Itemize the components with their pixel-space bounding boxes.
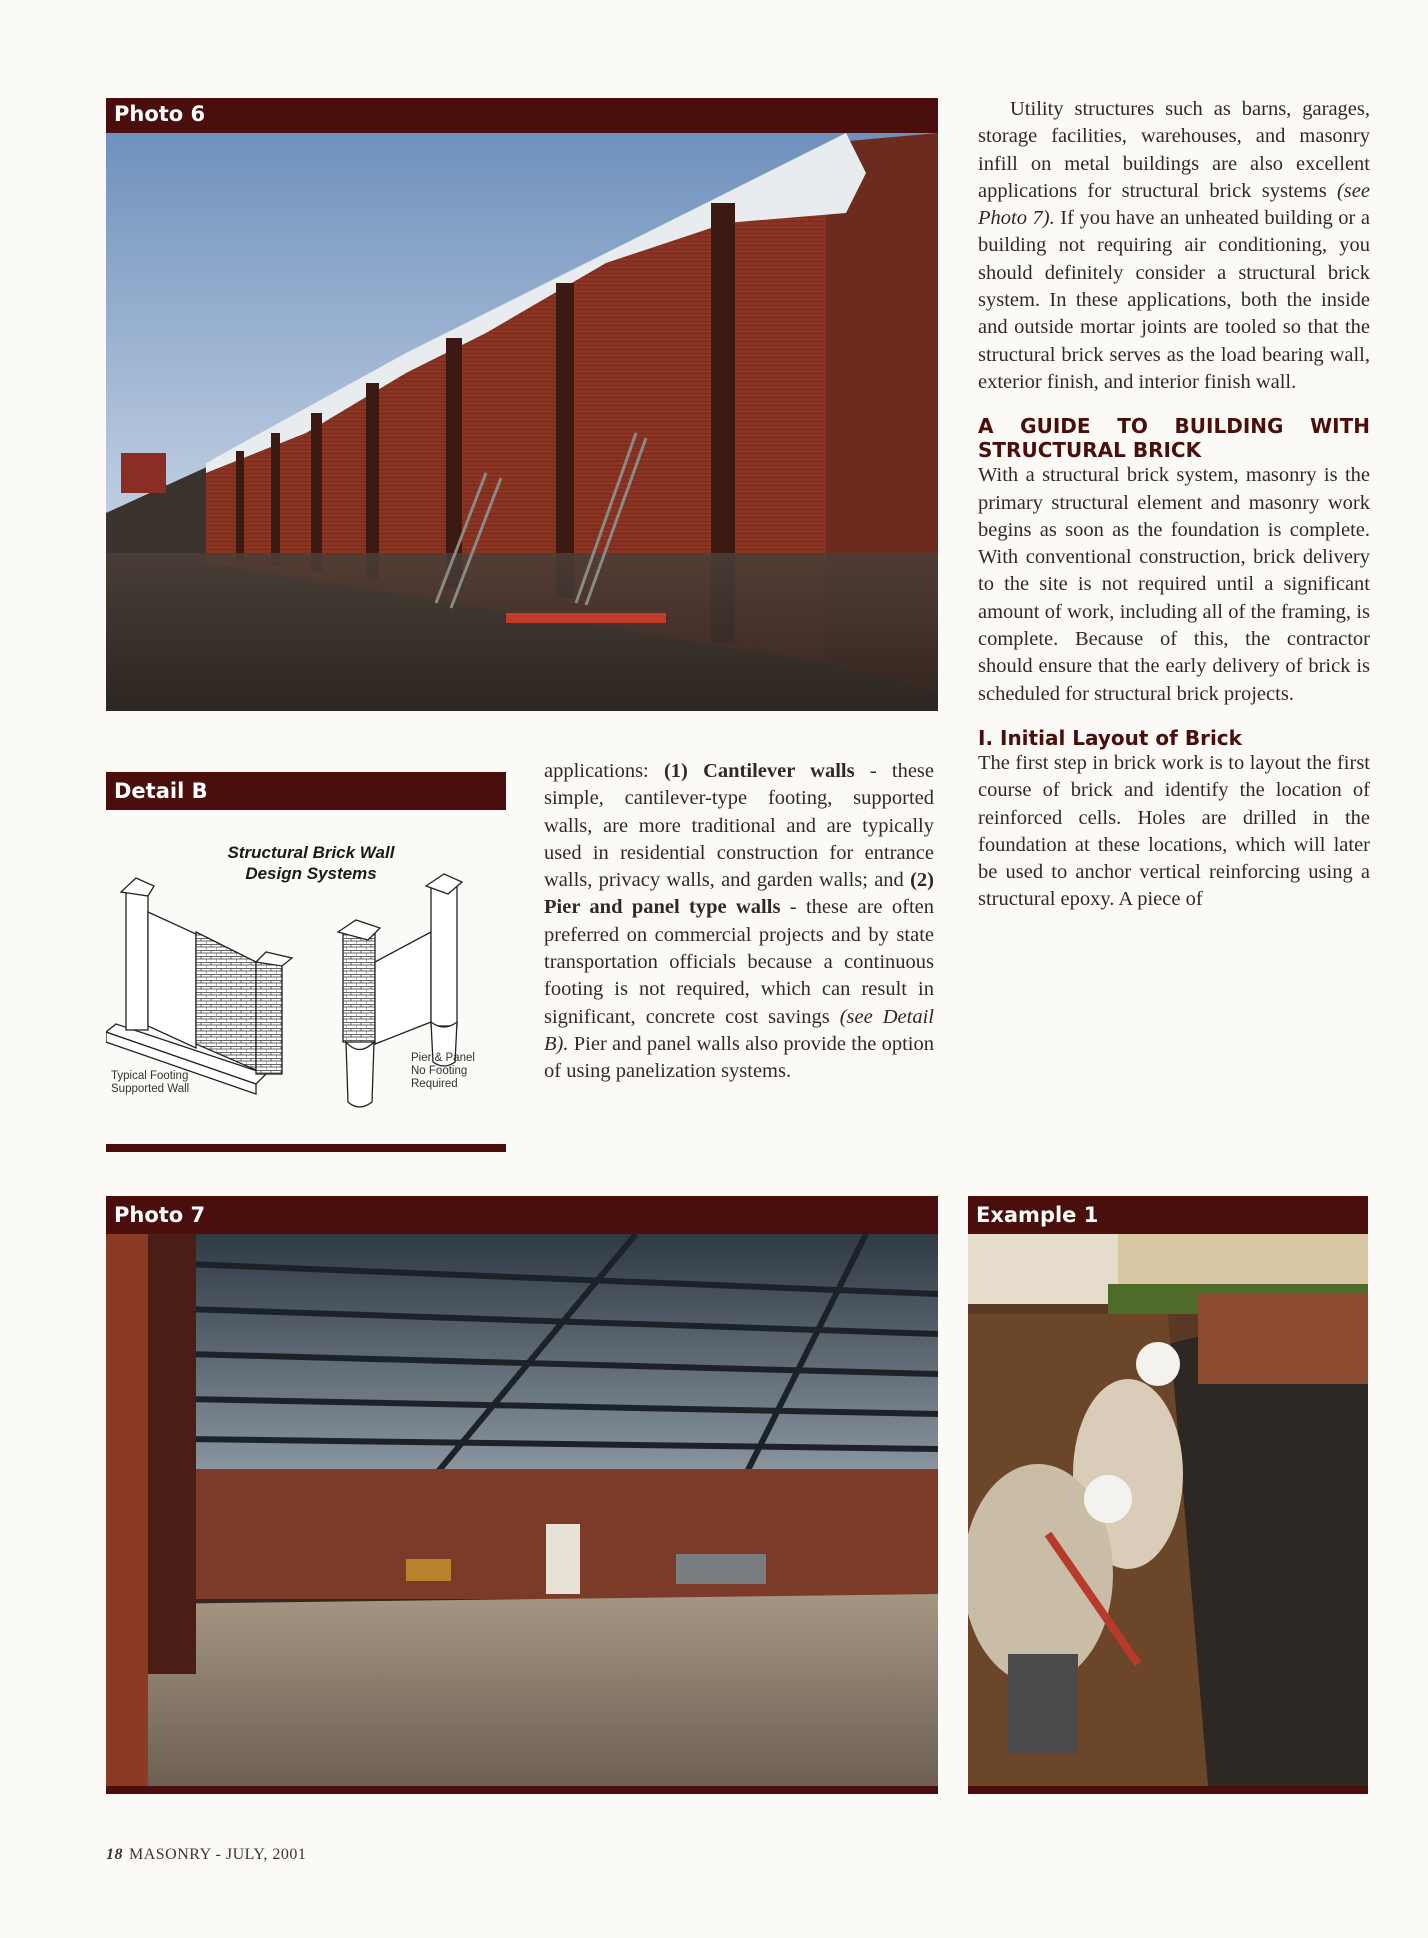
label-line: Typical Footing — [111, 1070, 189, 1082]
section-heading-guide: A GUIDE TO BUILDING WITH STRUCTURAL BRICK — [978, 414, 1370, 463]
text-run: Utility structures such as barns, garages, storage facilities, warehouses, and masonry infill on metal buildings are also excellent applications for structural brick systems — [978, 98, 1370, 202]
page-number: 18 — [106, 1846, 123, 1863]
workers-epoxy-photo — [968, 1234, 1368, 1786]
middle-column-text — [544, 758, 934, 1086]
text-run: If you have an unheated building or a building not requiring air conditioning, you should definitely consider a structural brick system. In these applications, both the inside and outside mortar joints are tooled so that the structural brick serves as the load bearing wall, exterior finish, and interior finish wall. — [978, 207, 1370, 393]
paragraph-utility-structures — [978, 96, 1370, 396]
paragraph-guide: With a structural brick system, masonry is the primary structural element and masonry work begins as soon as the foundation is complete. With conventional construction, brick delivery to the site is not required until a significant amount of work, including all of the framing, is complete. Because of this, the contractor should ensure that the early delivery of brick is scheduled for structural brick projects. — [978, 464, 1370, 705]
label-line: Pier & Panel — [411, 1052, 475, 1064]
cantilever-walls-term: (1) Cantilever walls — [663, 760, 855, 782]
photo-7-image — [106, 1234, 938, 1786]
label-line: Required — [411, 1078, 458, 1090]
detail-b-title — [201, 842, 421, 884]
detail-title-line: Structural Brick Wall — [227, 843, 395, 862]
photo-7-label: Photo 7 — [106, 1196, 938, 1234]
building-interior-photo — [106, 1234, 938, 1786]
paragraph-initial-layout: The first step in brick work is to layout the first course of brick and identify the location of reinforced cells. Holes are drilled in the foundation at these locations, which will later be used to anchor vertical reinforcing using a structural epoxy. A piece of — [978, 751, 1370, 911]
text-run: Pier and panel walls also provide the option of using panelization systems. — [544, 1032, 934, 1083]
example-1-image — [968, 1234, 1368, 1786]
page-footer — [106, 1846, 306, 1864]
photo-reference: (see Photo 7). — [978, 179, 1370, 230]
text-run: - these simple, cantilever-type footing, supported walls, are more traditional and are typically used in residential construction for entrance walls, privacy walls, and garden walls; and — [544, 760, 934, 892]
example-1-rule — [968, 1786, 1368, 1794]
detail-reference: (see Detail B). — [544, 1005, 934, 1055]
section-heading-initial-layout: I. Initial Layout of Brick — [978, 725, 1242, 750]
brick-wall-photo — [106, 133, 938, 711]
detail-b-rule — [106, 1144, 506, 1152]
photo-6-label: Photo 6 — [106, 98, 938, 133]
text-run: - these are often preferred on commercial projects and by state transportation officials because a continuous footing is not required, which can result in significant, concrete cost savings — [544, 896, 934, 1028]
text-run: applications: — [544, 760, 664, 782]
detail-b-label: Detail B — [106, 772, 506, 810]
detail-b-diagram — [106, 812, 506, 1142]
pier-panel-term: (2) Pier and panel type walls — [544, 869, 934, 919]
label-line: No Footing — [411, 1065, 468, 1077]
detail-title-line: Design Systems — [245, 864, 377, 883]
pier-panel-label — [411, 1052, 475, 1091]
photo-6-image — [106, 133, 938, 711]
typical-footing-label — [111, 1070, 189, 1096]
middle-paragraph — [544, 758, 934, 1086]
example-1-label: Example 1 — [968, 1196, 1368, 1234]
photo-7-rule — [106, 1786, 938, 1794]
label-line: Supported Wall — [111, 1083, 190, 1095]
right-column-text — [978, 96, 1370, 914]
publication-info: MASONRY - JULY, 2001 — [129, 1846, 307, 1863]
